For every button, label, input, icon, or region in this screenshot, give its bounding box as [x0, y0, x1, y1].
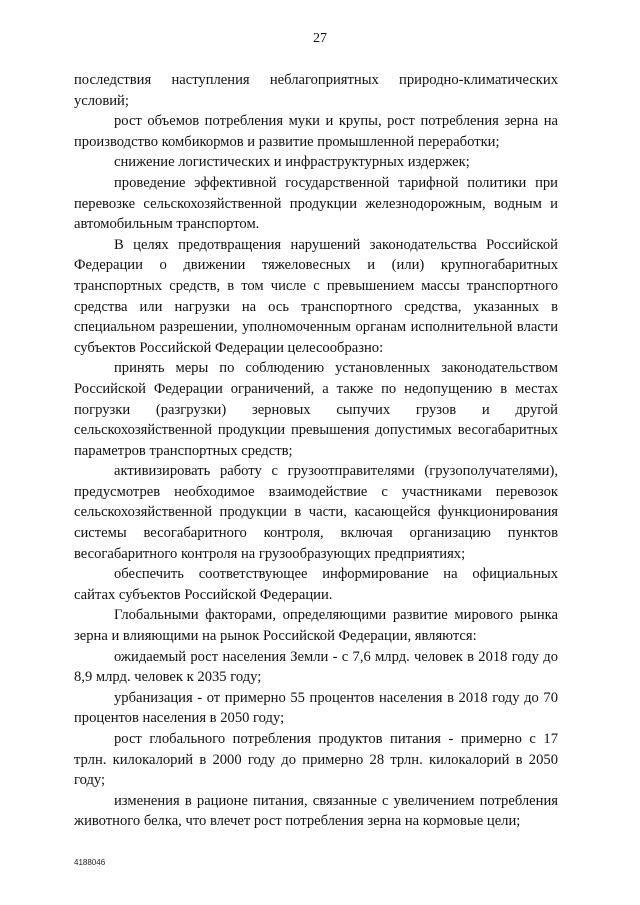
paragraph-intensify-work: активизировать работу с грузоотправителями (грузополучателями), предусмотрев необходимое взаимодействие с участниками перевозок сельскохозяйственной продукции в части, касающейся функционирования системы весогабаритного контроля, включая организацию пунктов весогабаритного контроля на грузообразующих предприятиях; [74, 463, 558, 562]
paragraph-population-growth: ожидаемый рост населения Земли - с 7,6 млрд. человек в 2018 году до 8,9 млрд. человек к 2035 году; [74, 648, 558, 686]
paragraph-flour-consumption: рост объемов потребления муки и крупы, рост потребления зерна на производство комбикормов и развитие промышленной переработки; [74, 113, 558, 150]
paragraph-global-factors: Глобальными факторами, определяющими развитие мирового рынка зерна и влияющими на рынок Российской Федерации, являются: [74, 607, 558, 645]
paragraph-tariff-policy: проведение эффективной государственной тарифной политики при перевозке сельскохозяйственной продукции железнодорожным, водным и автомобильным транспортом. [74, 174, 558, 233]
paragraph-continuation: последствия наступления неблагоприятных природно-климатических условий; [74, 72, 558, 109]
paragraph-urbanization: урбанизация - от примерно 55 процентов населения в 2018 году до 70 процентов населения в 2050 году; [74, 689, 558, 727]
paragraph-violations-prevention: В целях предотвращения нарушений законодательства Российской Федерации о движении тяжеловесных и (или) крупногабаритных транспортных средств, в том числе с превышением массы транспортного средства или нагрузки на ось транспортного средства, указанных в специальном разрешении, уполномоченным органам исполнительной власти субъектов Российской Федерации целесообразно: [74, 236, 558, 356]
paragraph-food-consumption: рост глобального потребления продуктов питания - примерно с 17 трлн. килокалорий в 2000 году до примерно 28 трлн. килокалорий в 2050 году; [74, 731, 558, 789]
paragraph-take-measures: принять меры по соблюдению установленных законодательством Российской Федерации ограничений, а также по недопущению в местах погрузки (разгрузки) зерновых сыпучих грузов и другой сельскохозяйственной продукции превышения допустимых весогабаритных параметров транспортных средств; [74, 360, 558, 459]
page-number: 27 [313, 31, 327, 46]
document-code: 4188046 [74, 858, 106, 867]
document-body [74, 70, 558, 832]
paragraph-logistics-costs: снижение логистических и инфраструктурных издержек; [114, 154, 470, 171]
paragraph-inform: обеспечить соответствующее информирование на официальных сайтах субъектов Российской Федерации. [74, 566, 558, 603]
paragraph-diet-changes: изменения в рационе питания, связанные с увеличением потребления животного белка, что влечет рост потребления зерна на кормовые цели; [74, 792, 558, 830]
